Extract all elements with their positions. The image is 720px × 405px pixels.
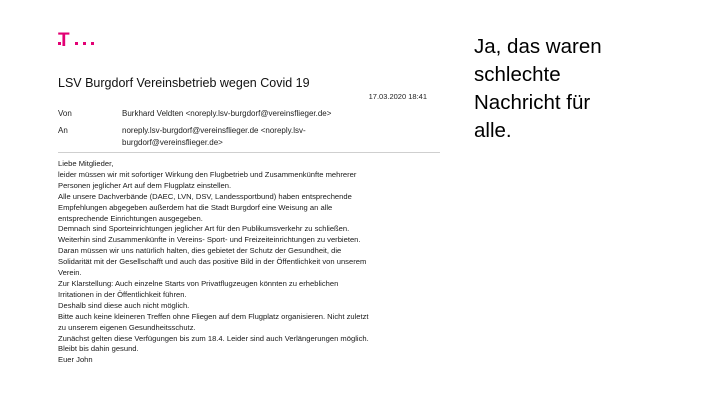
logo-dot: [75, 42, 78, 45]
body-line: leider müssen wir mit sofortiger Wirkung den Flugbetrieb und Zusammenkünfte mehrerer: [58, 169, 357, 179]
body-line: zu unserem eigenen Gesundheitsschutz.: [58, 322, 196, 332]
body-line: Euer John: [58, 355, 93, 365]
body-line: Irritationen in der Öffentlichkeit führen.: [58, 289, 187, 299]
comment-line: alle.: [474, 119, 512, 142]
email-date: 17.03.2020 18:41: [368, 92, 427, 101]
body-line: Zunächst gelten diese Verfügungen bis zum 18.4. Leider sind auch Verlängerungen möglich.: [58, 333, 369, 343]
body-line: Alle unsere Dachverbände (DAEC, LVN, DSV, Landessportbund) haben entsprechende: [58, 191, 352, 201]
to-label: An: [58, 126, 68, 135]
body-line: entsprechende Einrichtungen ausgegeben.: [58, 213, 203, 223]
body-line: Verein.: [58, 268, 82, 278]
telekom-logo: [58, 30, 98, 51]
comment-line: schlechte: [474, 63, 561, 86]
logo-letter: T: [58, 30, 70, 51]
body-line: Demnach sind Sporteinrichtungen jeglicher Art für den Publikumsverkehr zu schließen.: [58, 224, 350, 234]
body-line: Bleibt bis dahin gesund.: [58, 344, 139, 354]
header-divider: [58, 152, 440, 153]
comment-line: Ja, das waren: [474, 35, 602, 58]
body-line: Personen jeglicher Art auf dem Flugplatz einstellen.: [58, 180, 232, 190]
body-line: Empfehlungen abgegeben außerdem hat die Stadt Burgdorf eine Weisung an alle: [58, 202, 333, 212]
from-label: Von: [58, 109, 72, 118]
body-line: Liebe Mitglieder,: [58, 159, 114, 168]
logo-dot: [83, 42, 86, 45]
logo-dot: [91, 42, 94, 45]
from-value: Burkhard Veldten <noreply.lsv-burgdorf@vereinsflieger.de>: [122, 109, 332, 118]
to-value-line: noreply.lsv-burgdorf@vereinsflieger.de <noreply.lsv-: [122, 126, 306, 135]
email-subject: LSV Burgdorf Vereinsbetrieb wegen Covid 19: [58, 76, 310, 90]
body-line: Daran müssen wir uns natürlich halten, dies gebietet der Schutz der Gesundheit, die: [58, 246, 342, 256]
comment-line: Nachricht für: [474, 91, 591, 114]
body-line: Deshalb sind diese auch nicht möglich.: [58, 300, 190, 310]
body-line: Weiterhin sind Zusammenkünfte in Vereins- Sport- und Freizeiteinrichtungen zu verbieten.: [58, 235, 361, 245]
to-value-line: burgdorf@vereinsflieger.de>: [122, 138, 223, 147]
to-value: [122, 125, 382, 149]
email-body: [58, 159, 443, 366]
body-line: Bitte auch keine kleineren Treffen ohne Fliegen auf dem Flugplatz organisieren. Nicht zuletzt: [58, 311, 369, 321]
body-line: Solidarität mit der Gesellschafft und auch das positive Bild in der Öffentlichkeit von unserem: [58, 257, 367, 267]
body-line: Zur Klarstellung: Auch einzelne Starts von Privatflugzeugen könnten zu erheblichen: [58, 278, 339, 288]
comment-text: [474, 33, 674, 145]
